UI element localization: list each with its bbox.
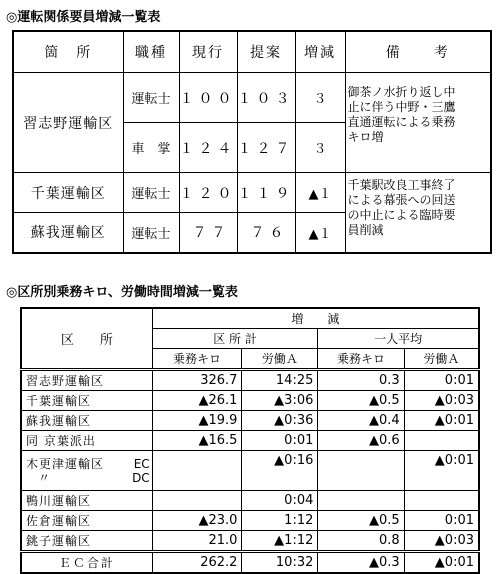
header-job: 職種 — [123, 31, 179, 73]
header-proposal: 提案 — [237, 31, 295, 73]
header-change: 増 減 — [152, 308, 479, 329]
row-avg-labor — [404, 491, 479, 511]
row-avg-km: ▲0.5 — [318, 391, 404, 411]
place-cell: 習志野運輸区 — [13, 73, 123, 173]
remarks-line: 御茶ノ水折り返し中 — [347, 85, 456, 99]
row-name: 千葉運輸区 — [21, 391, 152, 411]
header-place: 区 所 — [21, 308, 152, 370]
change-cell: ３ — [295, 123, 345, 173]
row-subtype — [127, 451, 152, 491]
row-avg-labor: ▲0:01 — [404, 451, 479, 491]
proposal-cell: １２７ — [237, 123, 295, 173]
table-row — [13, 173, 491, 213]
row-km: ▲19.9 — [152, 411, 242, 431]
change-cell: ３ — [295, 73, 345, 123]
table1-title: ◎運転関係要員増減一覧表 — [6, 10, 161, 25]
remarks-line: 止に伴う中野・三鷹 — [347, 100, 456, 114]
header-km: 乗務キロ — [152, 349, 242, 370]
remarks-line: の中止による臨時要 — [347, 208, 456, 222]
current-cell: １２４ — [179, 123, 237, 173]
row-labor: ▲1:12 — [242, 531, 318, 552]
row-avg-km: 0.8 — [318, 531, 404, 552]
row-avg-km: ▲0.4 — [318, 411, 404, 431]
job-cell: 車 掌 — [123, 123, 179, 173]
header-total: 区 所 計 — [152, 329, 318, 349]
table-row — [13, 73, 491, 123]
row-km: 21.0 — [152, 531, 242, 552]
subtype-dc: DC — [132, 470, 150, 485]
job-cell: 運転士 — [123, 213, 179, 253]
row-name: 佐倉運輸区 — [21, 511, 152, 531]
total-avg-labor: ▲0:01 — [404, 552, 479, 574]
change-cell: ▲１ — [295, 213, 345, 253]
proposal-cell: １０３ — [237, 73, 295, 123]
mileage-labor-table — [20, 307, 480, 574]
row-avg-labor — [404, 431, 479, 451]
header-change: 増減 — [295, 31, 345, 73]
table-row — [21, 451, 479, 491]
remarks-cell — [345, 173, 491, 253]
total-avg-km: ▲0.3 — [318, 552, 404, 574]
row-avg-labor: ▲0:03 — [404, 391, 479, 411]
header-avg-labor: 労働Ａ — [404, 349, 479, 370]
proposal-cell: １１９ — [237, 173, 295, 213]
total-row — [21, 552, 479, 574]
header-remarks: 備 考 — [345, 31, 491, 73]
row-labor: 0:04 — [242, 491, 318, 511]
place-cell: 蘇我運輸区 — [13, 213, 123, 253]
row-avg-km — [318, 451, 404, 491]
total-km: 262.2 — [152, 552, 242, 574]
subtype-ec: EC — [133, 456, 150, 471]
header-labor: 労働Ａ — [242, 349, 318, 370]
row-labor: ▲3:06 — [242, 391, 318, 411]
remarks-cell — [345, 73, 491, 173]
row-km — [152, 451, 242, 491]
remarks-line: 千葉駅改良工事終了 — [347, 178, 456, 192]
row-labor: ▲0:36 — [242, 411, 318, 431]
row-avg-labor: 0:01 — [404, 370, 479, 391]
remarks-line: による幕張への回送 — [347, 193, 456, 207]
row-km: 326.7 — [152, 370, 242, 391]
proposal-cell: ７６ — [237, 213, 295, 253]
header-current: 現行 — [179, 31, 237, 73]
row-name: 蘇我運輸区 — [21, 411, 152, 431]
row-labor: 0:01 — [242, 431, 318, 451]
table-row — [21, 411, 479, 431]
remarks-line: キロ増 — [347, 130, 384, 144]
staff-change-table — [12, 30, 492, 254]
job-cell: 運転士 — [123, 73, 179, 123]
total-name: ＥＣ合計 — [21, 552, 152, 574]
header-average: 一人平均 — [318, 329, 479, 349]
place-cell: 千葉運輸区 — [13, 173, 123, 213]
row-km: ▲26.1 — [152, 391, 242, 411]
row-km — [152, 491, 242, 511]
row-km: ▲23.0 — [152, 511, 242, 531]
table1-header-row — [13, 31, 491, 73]
row-name — [21, 451, 127, 491]
row-name-line2: 〃 — [38, 470, 52, 485]
row-km: ▲16.5 — [152, 431, 242, 451]
table-row — [21, 370, 479, 391]
row-labor: 14:25 — [242, 370, 318, 391]
row-avg-labor: ▲0:01 — [404, 411, 479, 431]
row-avg-km: 0.3 — [318, 370, 404, 391]
row-avg-km — [318, 491, 404, 511]
job-cell: 運転士 — [123, 173, 179, 213]
total-labor: 10:32 — [242, 552, 318, 574]
header-row-1 — [21, 308, 479, 329]
header-avg-km: 乗務キロ — [318, 349, 404, 370]
row-avg-km: ▲0.6 — [318, 431, 404, 451]
current-cell: ７７ — [179, 213, 237, 253]
remarks-line: 員削減 — [347, 223, 384, 237]
current-cell: １２０ — [179, 173, 237, 213]
row-name: 鴨川運輸区 — [21, 491, 152, 511]
table-row — [21, 391, 479, 411]
change-cell: ▲１ — [295, 173, 345, 213]
row-name: 習志野運輸区 — [21, 370, 152, 391]
row-labor: 1:12 — [242, 511, 318, 531]
row-avg-km: ▲0.5 — [318, 511, 404, 531]
table2-title: ◎区所別乗務キロ、労働時間増減一覧表 — [6, 285, 238, 300]
row-name: 銚子運輸区 — [21, 531, 152, 552]
table-row — [21, 431, 479, 451]
table-row — [21, 531, 479, 552]
remarks-line: 直通運転による乗務 — [347, 115, 456, 129]
row-avg-labor: 0:01 — [404, 511, 479, 531]
header-place: 箇 所 — [13, 31, 123, 73]
table-row — [21, 511, 479, 531]
row-name-line1: 木更津運輸区 — [26, 456, 105, 471]
row-labor: ▲0:16 — [242, 451, 318, 491]
current-cell: １００ — [179, 73, 237, 123]
row-name: 同 京葉派出 — [21, 431, 152, 451]
table-row — [21, 491, 479, 511]
row-avg-labor: ▲0:03 — [404, 531, 479, 552]
